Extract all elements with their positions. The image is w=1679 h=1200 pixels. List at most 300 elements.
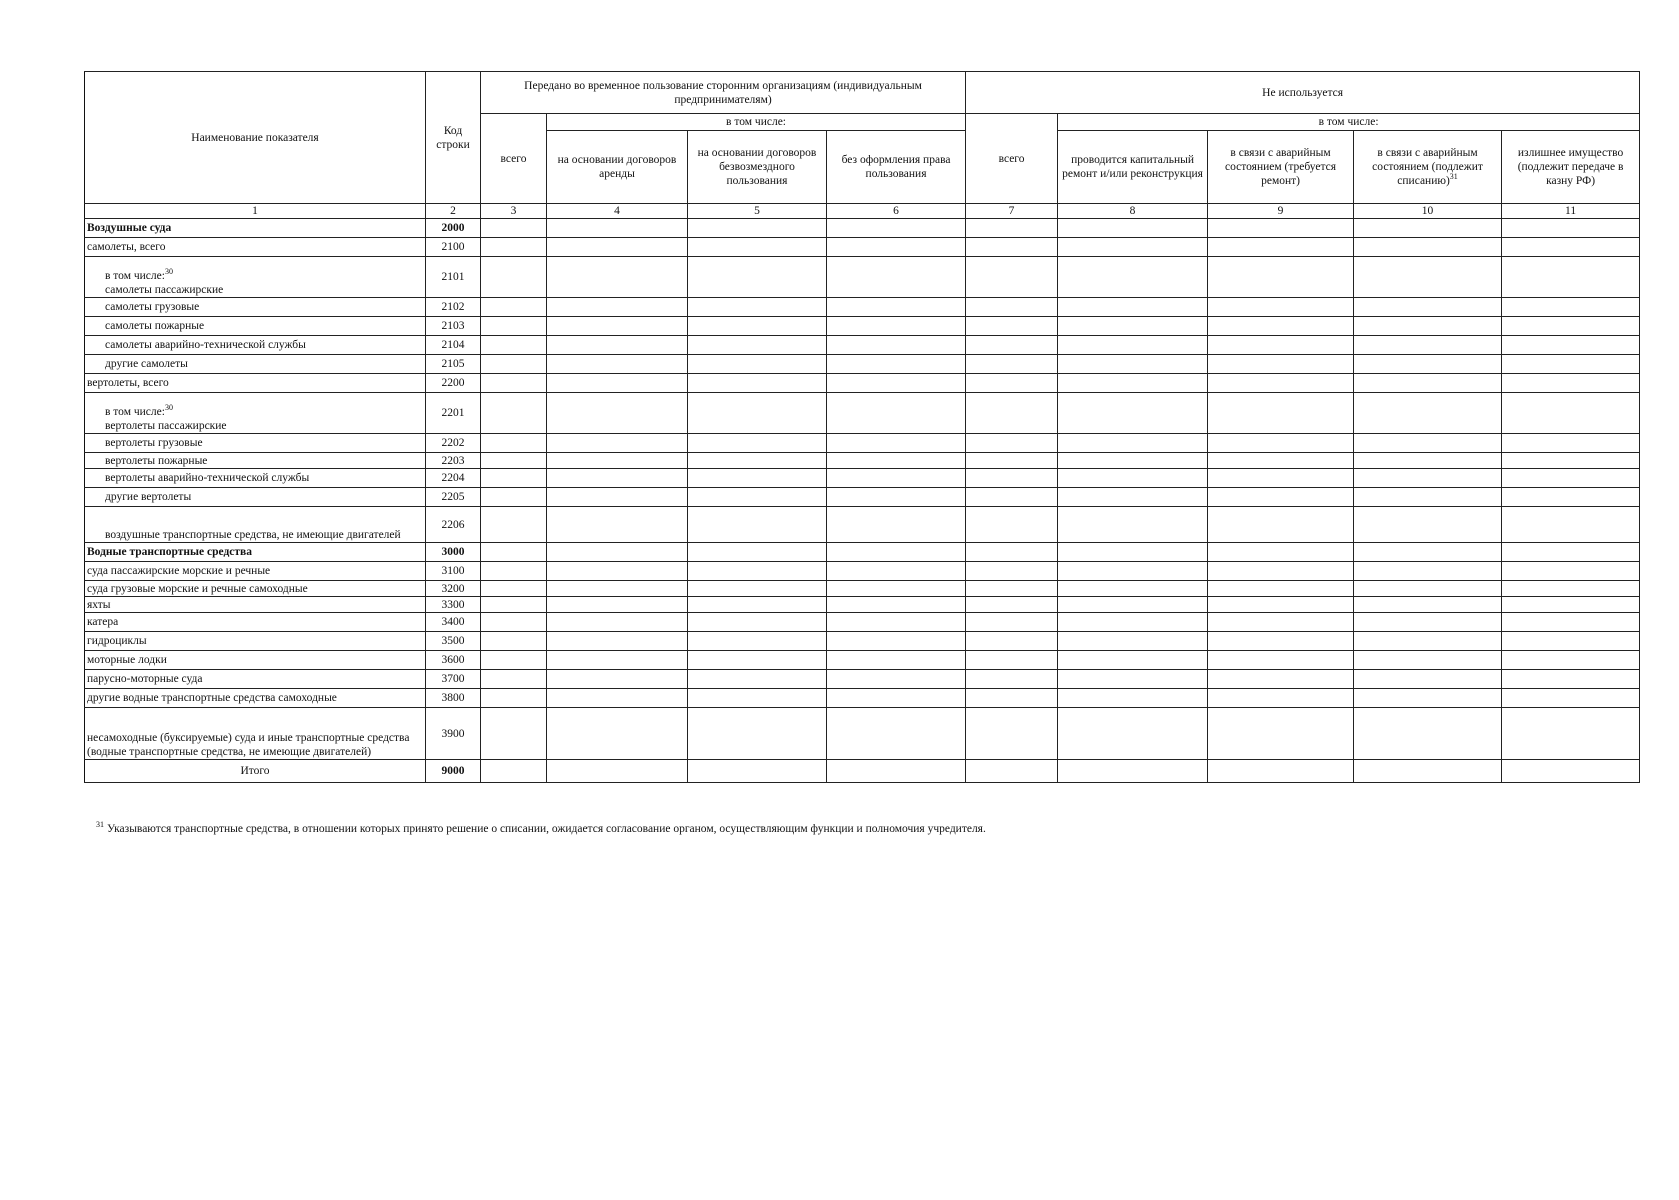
value-cell[interactable] (481, 355, 547, 374)
value-cell[interactable] (1354, 469, 1502, 488)
value-cell[interactable] (688, 507, 827, 543)
table-row (85, 488, 1640, 507)
value-cell[interactable] (688, 355, 827, 374)
value-cell[interactable] (688, 760, 827, 783)
value-cell[interactable] (1208, 488, 1354, 507)
value-cell[interactable] (1502, 393, 1640, 434)
value-cell[interactable] (1354, 336, 1502, 355)
value-cell[interactable] (688, 257, 827, 298)
value-cell[interactable] (966, 219, 1058, 238)
header-surplus: излишнее имущество (подлежит передаче в казну РФ) (1502, 131, 1640, 204)
value-cell[interactable] (827, 613, 966, 632)
row-code: 2104 (426, 336, 481, 355)
value-cell[interactable] (481, 632, 547, 651)
value-cell[interactable] (688, 238, 827, 257)
value-cell[interactable] (688, 613, 827, 632)
value-cell[interactable] (1058, 613, 1208, 632)
value-cell[interactable] (966, 374, 1058, 393)
value-cell[interactable] (1502, 219, 1640, 238)
value-cell[interactable] (1354, 393, 1502, 434)
row-code: 2202 (426, 434, 481, 453)
value-cell[interactable] (1208, 543, 1354, 562)
row-name: вертолеты грузовые (85, 434, 426, 453)
value-cell[interactable] (966, 613, 1058, 632)
value-cell[interactable] (547, 393, 688, 434)
value-cell[interactable] (1502, 708, 1640, 760)
value-cell[interactable] (547, 651, 688, 670)
value-cell[interactable] (1502, 238, 1640, 257)
value-cell[interactable] (481, 257, 547, 298)
value-cell[interactable] (966, 336, 1058, 355)
value-cell[interactable] (966, 632, 1058, 651)
value-cell[interactable] (827, 708, 966, 760)
value-cell[interactable] (966, 760, 1058, 783)
value-cell[interactable] (688, 488, 827, 507)
value-cell[interactable] (481, 336, 547, 355)
value-cell[interactable] (1208, 469, 1354, 488)
value-cell[interactable] (966, 238, 1058, 257)
value-cell[interactable] (547, 760, 688, 783)
value-cell[interactable] (547, 613, 688, 632)
value-cell[interactable] (1058, 257, 1208, 298)
value-cell[interactable] (547, 507, 688, 543)
value-cell[interactable] (1502, 632, 1640, 651)
row-code: 3500 (426, 632, 481, 651)
value-cell[interactable] (966, 393, 1058, 434)
value-cell[interactable] (827, 597, 966, 613)
row-code: 3100 (426, 562, 481, 581)
row-code: 2206 (426, 507, 481, 543)
value-cell[interactable] (1354, 597, 1502, 613)
value-cell[interactable] (827, 219, 966, 238)
footnote (96, 822, 986, 836)
value-cell[interactable] (1208, 355, 1354, 374)
header-not-used: Не используется (966, 72, 1640, 114)
value-cell[interactable] (688, 336, 827, 355)
value-cell[interactable] (1058, 355, 1208, 374)
value-cell[interactable] (547, 355, 688, 374)
row-name (85, 257, 426, 298)
row-name: другие вертолеты (85, 488, 426, 507)
value-cell[interactable] (827, 651, 966, 670)
value-cell[interactable] (481, 613, 547, 632)
value-cell[interactable] (1208, 336, 1354, 355)
value-cell[interactable] (827, 393, 966, 434)
table-row (85, 298, 1640, 317)
value-cell[interactable] (688, 374, 827, 393)
row-name: парусно-моторные суда (85, 670, 426, 689)
row-code: 2101 (426, 257, 481, 298)
value-cell[interactable] (1058, 651, 1208, 670)
value-cell[interactable] (1058, 708, 1208, 760)
column-number: 10 (1354, 204, 1502, 219)
value-cell[interactable] (1502, 689, 1640, 708)
value-cell[interactable] (481, 453, 547, 469)
value-cell[interactable] (1058, 317, 1208, 336)
value-cell[interactable] (1058, 469, 1208, 488)
value-cell[interactable] (827, 562, 966, 581)
value-cell[interactable] (966, 317, 1058, 336)
value-cell[interactable] (966, 488, 1058, 507)
value-cell[interactable] (1502, 613, 1640, 632)
value-cell[interactable] (547, 434, 688, 453)
value-cell[interactable] (1354, 507, 1502, 543)
value-cell[interactable] (1208, 651, 1354, 670)
value-cell[interactable] (481, 581, 547, 597)
value-cell[interactable] (1208, 581, 1354, 597)
value-cell[interactable] (827, 336, 966, 355)
row-code: 2203 (426, 453, 481, 469)
value-cell[interactable] (1354, 257, 1502, 298)
value-cell[interactable] (1208, 632, 1354, 651)
value-cell[interactable] (688, 632, 827, 651)
row-name: самолеты грузовые (85, 298, 426, 317)
value-cell[interactable] (688, 434, 827, 453)
value-cell[interactable] (688, 581, 827, 597)
value-cell[interactable] (1208, 597, 1354, 613)
value-cell[interactable] (1502, 543, 1640, 562)
value-cell[interactable] (547, 689, 688, 708)
value-cell[interactable] (827, 689, 966, 708)
header-name: Наименование показателя (85, 72, 426, 204)
value-cell[interactable] (547, 219, 688, 238)
value-cell[interactable] (827, 670, 966, 689)
row-name: вертолеты аварийно-технической службы (85, 469, 426, 488)
value-cell[interactable] (481, 562, 547, 581)
value-cell[interactable] (1058, 453, 1208, 469)
row-code: 3000 (426, 543, 481, 562)
value-cell[interactable] (688, 689, 827, 708)
table-row (85, 670, 1640, 689)
including-label: в том числе:$^{30}$ (105, 403, 173, 418)
value-cell[interactable] (966, 581, 1058, 597)
value-cell[interactable] (688, 469, 827, 488)
column-number: 1 (85, 204, 426, 219)
value-cell[interactable] (481, 543, 547, 562)
value-cell[interactable] (547, 581, 688, 597)
value-cell[interactable] (1502, 469, 1640, 488)
value-cell[interactable] (1058, 632, 1208, 651)
value-cell[interactable] (1354, 689, 1502, 708)
value-cell[interactable] (827, 543, 966, 562)
footnote-mark: 31 (96, 820, 104, 830)
value-cell[interactable] (1502, 597, 1640, 613)
value-cell[interactable] (547, 317, 688, 336)
value-cell[interactable] (1354, 434, 1502, 453)
table-row (85, 453, 1640, 469)
value-cell[interactable] (688, 317, 827, 336)
including-label: в том числе:$^{30}$ (105, 267, 173, 282)
row-code: 3300 (426, 597, 481, 613)
column-number: 2 (426, 204, 481, 219)
value-cell[interactable] (966, 597, 1058, 613)
value-cell[interactable] (1354, 355, 1502, 374)
value-cell[interactable] (1502, 298, 1640, 317)
value-cell[interactable] (827, 507, 966, 543)
row-code: 3200 (426, 581, 481, 597)
value-cell[interactable] (1502, 670, 1640, 689)
value-cell[interactable] (1502, 581, 1640, 597)
value-cell[interactable] (1058, 670, 1208, 689)
table-row (85, 374, 1640, 393)
row-name-text: самолеты пассажирские (105, 284, 224, 296)
value-cell[interactable] (1058, 434, 1208, 453)
value-cell[interactable] (481, 374, 547, 393)
row-name: катера (85, 613, 426, 632)
value-cell[interactable] (1058, 760, 1208, 783)
value-cell[interactable] (827, 488, 966, 507)
value-cell[interactable] (481, 219, 547, 238)
value-cell[interactable] (688, 708, 827, 760)
value-cell[interactable] (481, 393, 547, 434)
value-cell[interactable] (827, 238, 966, 257)
value-cell[interactable] (547, 238, 688, 257)
value-cell[interactable] (966, 298, 1058, 317)
row-code: 3400 (426, 613, 481, 632)
value-cell[interactable] (1502, 488, 1640, 507)
value-cell[interactable] (966, 562, 1058, 581)
value-cell[interactable] (966, 434, 1058, 453)
value-cell[interactable] (1354, 374, 1502, 393)
value-cell[interactable] (827, 581, 966, 597)
value-cell[interactable] (688, 670, 827, 689)
value-cell[interactable] (1208, 238, 1354, 257)
value-cell[interactable] (966, 689, 1058, 708)
value-cell[interactable] (966, 670, 1058, 689)
row-name: моторные лодки (85, 651, 426, 670)
table-row (85, 543, 1640, 562)
table-row (85, 613, 1640, 632)
value-cell[interactable] (1058, 597, 1208, 613)
value-cell[interactable] (1502, 374, 1640, 393)
value-cell[interactable] (547, 543, 688, 562)
table-row (85, 219, 1640, 238)
value-cell[interactable] (1354, 708, 1502, 760)
value-cell[interactable] (481, 488, 547, 507)
footnote-text: Указываются транспортные средства, в отношении которых принято решение о списании, ожидается согласование органом, осуществляющим функции и полномочия учредителя. (107, 823, 986, 835)
value-cell[interactable] (688, 219, 827, 238)
header-repair: проводится капитальный ремонт и/или реконструкция (1058, 131, 1208, 204)
table-row (85, 651, 1640, 670)
table-row (85, 708, 1640, 760)
value-cell[interactable] (1354, 238, 1502, 257)
value-cell[interactable] (1502, 651, 1640, 670)
table-row (85, 689, 1640, 708)
value-cell[interactable] (966, 453, 1058, 469)
value-cell[interactable] (827, 257, 966, 298)
row-name: другие водные транспортные средства самоходные (85, 689, 426, 708)
row-name: Водные транспортные средства (85, 543, 426, 562)
value-cell[interactable] (1208, 298, 1354, 317)
value-cell[interactable] (481, 651, 547, 670)
header-including-not-used: в том числе: (1058, 114, 1640, 131)
row-code: 2201 (426, 393, 481, 434)
value-cell[interactable] (1502, 355, 1640, 374)
value-cell[interactable] (1058, 238, 1208, 257)
value-cell[interactable] (1208, 257, 1354, 298)
table-row (85, 434, 1640, 453)
value-cell[interactable] (1354, 219, 1502, 238)
value-cell[interactable] (827, 434, 966, 453)
value-cell[interactable] (1058, 336, 1208, 355)
value-cell[interactable] (547, 488, 688, 507)
value-cell[interactable] (966, 355, 1058, 374)
value-cell[interactable] (688, 543, 827, 562)
value-cell[interactable] (547, 453, 688, 469)
value-cell[interactable] (547, 670, 688, 689)
value-cell[interactable] (966, 651, 1058, 670)
value-cell[interactable] (481, 469, 547, 488)
value-cell[interactable] (827, 317, 966, 336)
value-cell[interactable] (966, 708, 1058, 760)
table-row (85, 336, 1640, 355)
value-cell[interactable] (1354, 760, 1502, 783)
value-cell[interactable] (827, 374, 966, 393)
value-cell[interactable] (966, 469, 1058, 488)
value-cell[interactable] (547, 336, 688, 355)
value-cell[interactable] (1058, 219, 1208, 238)
value-cell[interactable] (1208, 613, 1354, 632)
value-cell[interactable] (481, 298, 547, 317)
value-cell[interactable] (827, 469, 966, 488)
value-cell[interactable] (1502, 562, 1640, 581)
row-code: 2200 (426, 374, 481, 393)
value-cell[interactable] (1502, 434, 1640, 453)
value-cell[interactable] (827, 453, 966, 469)
header-total-transferred: всего (481, 114, 547, 204)
column-number: 11 (1502, 204, 1640, 219)
table-row (85, 317, 1640, 336)
value-cell[interactable] (1208, 562, 1354, 581)
value-cell[interactable] (547, 374, 688, 393)
value-cell[interactable] (1354, 613, 1502, 632)
header-total-not-used: всего (966, 114, 1058, 204)
value-cell[interactable] (1208, 317, 1354, 336)
value-cell[interactable] (688, 597, 827, 613)
table-row (85, 257, 1640, 298)
column-number: 3 (481, 204, 547, 219)
value-cell[interactable] (1502, 760, 1640, 783)
value-cell[interactable] (1354, 317, 1502, 336)
row-name-text: вертолеты пассажирские (105, 420, 227, 432)
table-row (85, 355, 1640, 374)
value-cell[interactable] (827, 355, 966, 374)
value-cell[interactable] (481, 597, 547, 613)
value-cell[interactable] (1354, 298, 1502, 317)
value-cell[interactable] (481, 238, 547, 257)
value-cell[interactable] (688, 393, 827, 434)
value-cell[interactable] (688, 298, 827, 317)
value-cell[interactable] (481, 708, 547, 760)
value-cell[interactable] (547, 257, 688, 298)
value-cell[interactable] (1354, 651, 1502, 670)
value-cell[interactable] (1354, 543, 1502, 562)
row-code: 3800 (426, 689, 481, 708)
value-cell[interactable] (1208, 760, 1354, 783)
value-cell[interactable] (481, 434, 547, 453)
value-cell[interactable] (1208, 393, 1354, 434)
value-cell[interactable] (547, 632, 688, 651)
value-cell[interactable] (1208, 434, 1354, 453)
value-cell[interactable] (688, 651, 827, 670)
value-cell[interactable] (688, 453, 827, 469)
value-cell[interactable] (1502, 257, 1640, 298)
value-cell[interactable] (827, 632, 966, 651)
value-cell[interactable] (1354, 562, 1502, 581)
value-cell[interactable] (1502, 317, 1640, 336)
value-cell[interactable] (1058, 689, 1208, 708)
value-cell[interactable] (1208, 219, 1354, 238)
row-name: суда грузовые морские и речные самоходные (85, 581, 426, 597)
value-cell[interactable] (481, 760, 547, 783)
value-cell[interactable] (547, 298, 688, 317)
value-cell[interactable] (547, 562, 688, 581)
value-cell[interactable] (1354, 670, 1502, 689)
value-cell[interactable] (1502, 453, 1640, 469)
value-cell[interactable] (1502, 336, 1640, 355)
value-cell[interactable] (966, 507, 1058, 543)
row-code: 3900 (426, 708, 481, 760)
value-cell[interactable] (1354, 488, 1502, 507)
column-number: 6 (827, 204, 966, 219)
column-number: 8 (1058, 204, 1208, 219)
value-cell[interactable] (1354, 581, 1502, 597)
table-row (85, 760, 1640, 783)
value-cell[interactable] (1354, 453, 1502, 469)
value-cell[interactable] (1058, 488, 1208, 507)
column-number-row (85, 204, 1640, 219)
value-cell[interactable] (1058, 581, 1208, 597)
row-name: воздушные транспортные средства, не имеющие двигателей (85, 507, 426, 543)
value-cell[interactable] (1208, 374, 1354, 393)
value-cell[interactable] (1208, 507, 1354, 543)
value-cell[interactable] (688, 562, 827, 581)
value-cell[interactable] (827, 298, 966, 317)
value-cell[interactable] (1058, 393, 1208, 434)
row-name: другие самолеты (85, 355, 426, 374)
row-name: Итого (85, 760, 426, 783)
value-cell[interactable] (1502, 507, 1640, 543)
value-cell[interactable] (1058, 543, 1208, 562)
value-cell[interactable] (1058, 507, 1208, 543)
value-cell[interactable] (1208, 689, 1354, 708)
value-cell[interactable] (966, 257, 1058, 298)
value-cell[interactable] (481, 317, 547, 336)
table-row (85, 507, 1640, 543)
value-cell[interactable] (1058, 374, 1208, 393)
value-cell[interactable] (547, 597, 688, 613)
value-cell[interactable] (1208, 453, 1354, 469)
row-code: 2102 (426, 298, 481, 317)
value-cell[interactable] (547, 708, 688, 760)
value-cell[interactable] (481, 507, 547, 543)
row-code: 9000 (426, 760, 481, 783)
value-cell[interactable] (1208, 670, 1354, 689)
value-cell[interactable] (827, 760, 966, 783)
row-code: 3700 (426, 670, 481, 689)
value-cell[interactable] (547, 469, 688, 488)
value-cell[interactable] (1058, 298, 1208, 317)
table-row (85, 581, 1640, 597)
header-code: Код строки (426, 72, 481, 204)
value-cell[interactable] (481, 689, 547, 708)
row-code: 3600 (426, 651, 481, 670)
value-cell[interactable] (1058, 562, 1208, 581)
value-cell[interactable] (1354, 632, 1502, 651)
value-cell[interactable] (1208, 708, 1354, 760)
value-cell[interactable] (966, 543, 1058, 562)
value-cell[interactable] (481, 670, 547, 689)
